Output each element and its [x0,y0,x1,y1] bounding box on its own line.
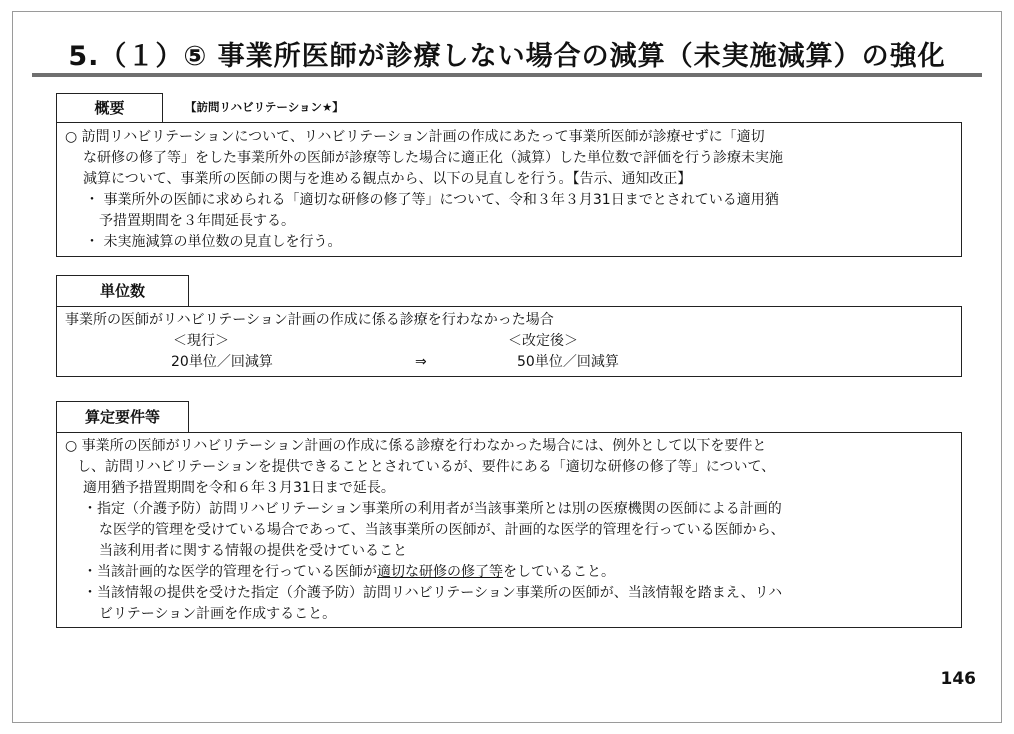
overview-line-5: 予措置期間を３年間延長する。 [99,213,295,229]
requirements-line-7-post: をしていること。 [503,564,615,580]
units-box [56,306,962,377]
title-underline [32,73,982,77]
requirements-line-2: し、訪問リハビリテーションを提供できることとされているが、要件にある「適切な研修の修了等」について、 [77,459,776,475]
overview-line-3: 減算について、事業所の医師の関与を進める観点から、以下の見直しを行う。【告示、通知改正】 [83,171,692,187]
arrow-icon: ⇒ [415,354,427,370]
revised-value: 50単位／回減算 [517,354,619,370]
overview-line-4: ・ 事業所外の医師に求められる「適切な研修の修了等」について、令和３年３月31日までとされている適用猶 [85,192,779,208]
revised-label: ＜改定後＞ [508,333,578,349]
requirements-line-7-underlined: 適切な研修の修了等 [377,564,503,580]
slide-title: 5.（１）⑤ 事業所医師が診療しない場合の減算（未実施減算）の強化 [68,41,946,72]
requirements-line-4: ・指定（介護予防）訪問リハビリテーション事業所の利用者が当該事業所とは別の医療機関の医師による計画的 [83,501,782,517]
requirements-line-3: 適用猶予措置期間を令和６年３月31日まで延長。 [83,480,395,496]
requirements-line-6: 当該利用者に関する情報の提供を受けていること [99,543,407,559]
page-number: 146 [940,669,976,689]
overview-line-6: ・ 未実施減算の単位数の見直しを行う。 [85,234,342,250]
overview-box [56,122,962,257]
overview-line-1: ○ 訪問リハビリテーションについて、リハビリテーション計画の作成にあたって事業所医師が診療せずに「適切 [65,129,765,145]
requirements-heading-tab: 算定要件等 [56,401,189,433]
current-label: ＜現行＞ [173,333,229,349]
requirements-line-5: な医学的管理を受けている場合であって、当該事業所の医師が、計画的な医学的管理を行っている医師から、 [99,522,785,538]
requirements-line-8: ・当該情報の提供を受けた指定（介護予防）訪問リハビリテーション事業所の医師が、当該情報を踏まえ、リハ [83,585,783,601]
requirements-line-9: ビリテーション計画を作成すること。 [99,606,337,622]
requirements-line-7 [83,562,615,582]
units-heading-tab: 単位数 [56,275,189,307]
overview-line-2: な研修の修了等」をした事業所外の医師が診療等した場合に適正化（減算）した単位数で評価を行う診療未実施 [83,150,783,166]
current-value: 20単位／回減算 [171,354,273,370]
requirements-line-7-pre: ・当該計画的な医学的管理を行っている医師が [83,564,377,580]
requirements-box [56,432,962,628]
overview-heading-tab: 概要 [56,93,163,123]
requirements-line-1: ○ 事業所の医師がリハビリテーション計画の作成に係る診療を行わなかった場合には、例外として以下を要件と [65,438,767,454]
units-description: 事業所の医師がリハビリテーション計画の作成に係る診療を行わなかった場合 [65,312,554,328]
service-tag: 【訪問リハビリテーション★】 [185,100,344,114]
